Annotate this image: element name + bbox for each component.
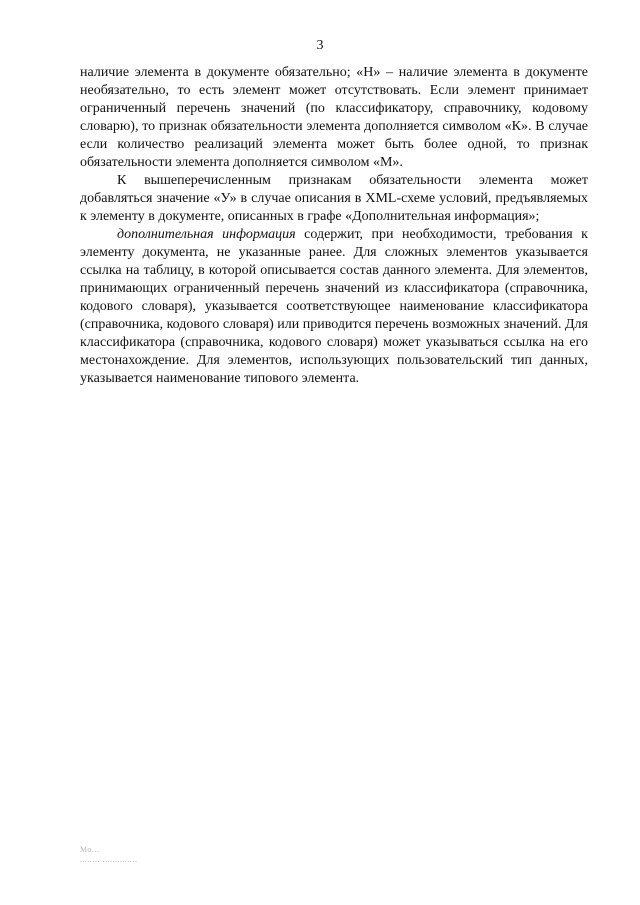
paragraph-additional-info-text: содержит, при необходимости, требования к элементу документа, не указанные ранее. Для сложных элементов указывается ссылка на таблицу, в которой описывается состав данного элемента. Для элементов, принимающих ограниченный перечень значений из классификатора (справочника, кодового словаря), указывается соответствующее наименование классификатора (справочника, кодового словаря) или приводится перечень возможных значений. Для классификатора (справочника, кодового словаря) может указываться ссылка на его местонахождение. Для элементов, использующих пользовательский тип данных, указывается наименование типового элемента.: [80, 227, 588, 386]
footer-stamp-line-2: ........ ..............: [80, 855, 138, 864]
paragraph-additional-info: [80, 226, 588, 388]
footer-stamp-line-1: Мо...: [80, 845, 100, 854]
page-number: 3: [316, 38, 324, 53]
footer-stamp: [80, 845, 138, 865]
document-body: [80, 64, 588, 388]
term-additional-info: дополнительная информация: [117, 227, 296, 242]
paragraph-condition-flag: К вышеперечисленным признакам обязательности элемента может добавляться значение «У» в случае описания в XML-схеме условий, предъявляемых к элементу в документе, описанных в графе «Дополнительная информация»;: [80, 173, 588, 224]
paragraph-mandatory-flags: наличие элемента в документе обязательно; «Н» – наличие элемента в документе необязательно, то есть элемент может отсутствовать. Если элемент принимает ограниченный перечень значений (по классификатору, справочнику, кодовому словарю), то признак обязательности элемента дополняется символом «К». В случае если количество реализаций элемента может быть более одной, то признак обязательности элемента дополняется символом «М».: [80, 65, 588, 170]
